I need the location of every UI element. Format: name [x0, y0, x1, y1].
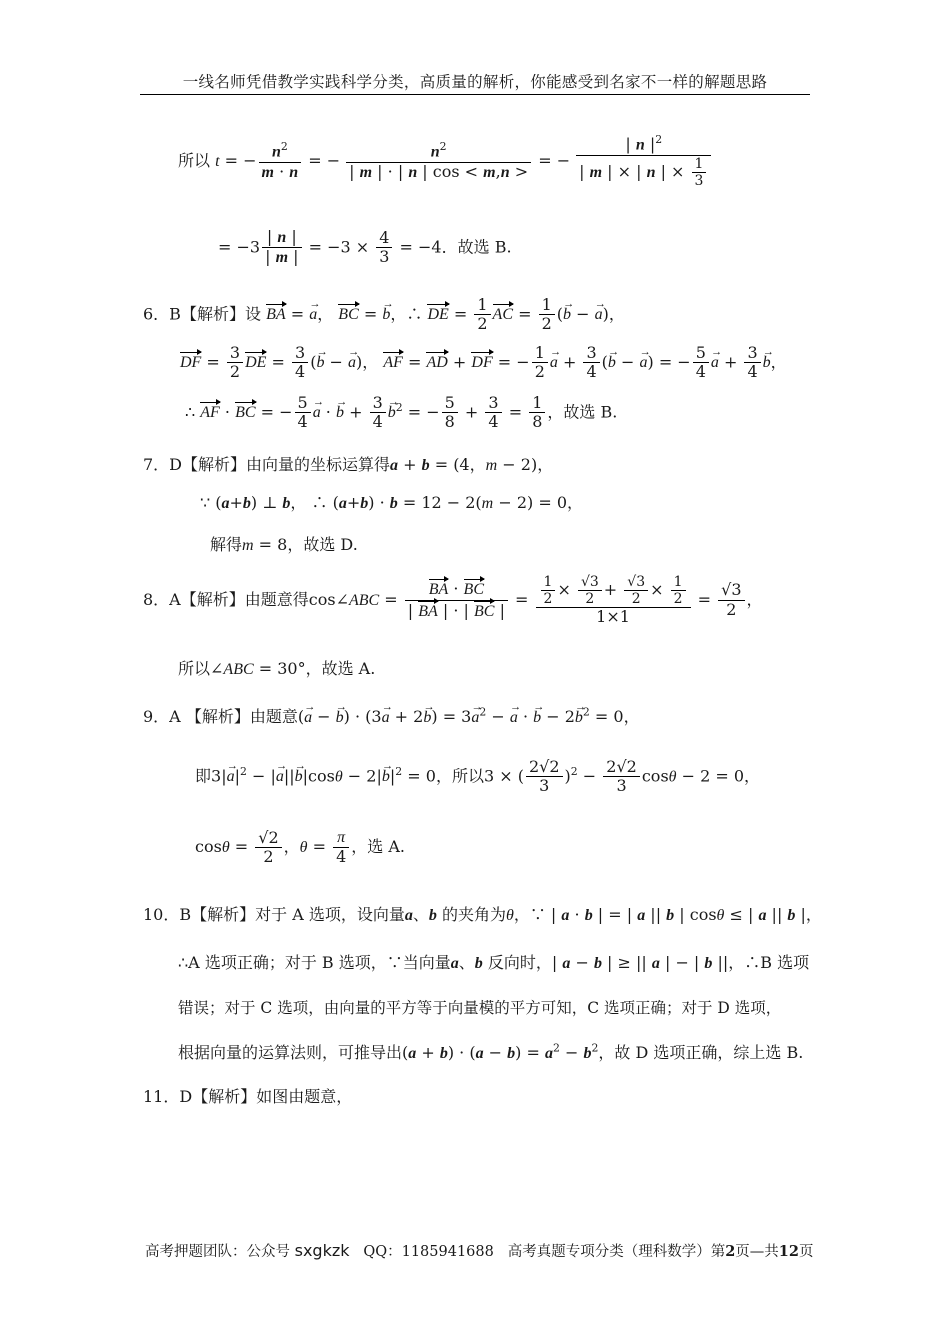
footer-qq: 1185941688	[401, 1244, 494, 1260]
q7-therefore: ∴	[311, 493, 328, 512]
q11-number: 11．D【解析】	[143, 1087, 257, 1106]
q7-line3: 解得m = 8，故选 D.	[210, 535, 358, 554]
footer-account: sxgkzk	[294, 1241, 350, 1260]
q6-line1: 6．B【解析】设 BA = → a， BC = → b，∴ DE = $\frac{1}{2}$ AC = $\frac{1}{2}$ (→ b − → a)，	[143, 296, 625, 334]
q8-line2: 所以∠ABC = 30°，故选 A.	[178, 659, 376, 678]
q10-text-2c: ，∴B 选项	[728, 953, 810, 972]
page-header: 一线名师凭借教学实践科学分类，高质量的解析，你能感受到名家不一样的解题思路	[182, 73, 768, 91]
footer-page-mid: 页—共	[735, 1244, 779, 1260]
footer-series: 高考真题专项分类（理科数学）第	[507, 1244, 726, 1260]
q9-line3: cosθ = $\frac{√2}{2}$ ，θ = $\frac{\pi}{4}$ ，选 A.	[195, 827, 405, 867]
q9-prefix: 即	[195, 766, 212, 786]
footer-total: 12	[778, 1243, 799, 1260]
footer-qq-label: QQ：	[363, 1244, 402, 1260]
q7-line1: 7．D【解析】由向量的坐标运算得a + b = (4，m − 2)，	[143, 455, 554, 474]
header-divider	[140, 94, 810, 95]
q8-text: 由题意得	[244, 589, 309, 609]
footer-page-end: 页	[798, 1244, 814, 1260]
q7-solve: 解得	[210, 535, 243, 554]
q6-line3: ∴ AF · BC = − $\frac{5}{4}$ → a · → b + $\frac{3}{4}$ → $b^2$ = − $\frac{5}{8}$ + $\frac{3}{4}$ = $\frac{1}{8}$ ，故选 B.	[185, 394, 617, 432]
q10-text-4a: 根据向量的运算法则，可推导出	[178, 1043, 403, 1062]
q7-line2: ∵ (a+b) ⊥ b， ∴ (a+b) · b = 12 − 2(m − 2) = 0，	[200, 493, 583, 512]
q7-number: 7．D【解析】	[143, 455, 247, 474]
q5-conclusion: ．故选 B.	[441, 237, 512, 257]
q6-line2: DF = $\frac{3}{2}$ DE = $\frac{3}{4}$ (→ b − → a)， AF = AD + DF = − $\frac{1}{2}$ → a + $\frac{3}{4}$ (→ b − → a) = − $\frac{5}{4}$ → a + $\frac{3}{4}$ → b，	[180, 344, 787, 382]
q6-therefore-1: ∴	[406, 304, 423, 324]
q6-conclusion: ，故选 B.	[547, 402, 618, 422]
footer-team: 高考押题团队：公众号	[145, 1244, 290, 1260]
q9-line2: 即$3|\to a|^2$ − |→ $a||\to b|\cos\theta - 2|\to b|^2 = 0$，所以3 × ( $\frac{2√2}{3}$ )$^2$ − $\frac{2√2}{3}$ cosθ − 2 = 0，	[195, 758, 760, 796]
q8-conclusion: ，故选 A.	[305, 659, 376, 678]
q10-text-4b: ，故 D 选项正确，综上选 B.	[598, 1043, 804, 1062]
page-footer	[145, 1240, 815, 1261]
q10-line1: 10．B【解析】对于 A 选项，设向量a、b 的夹角为θ，∵ | a · b | = | a || b | cosθ ≤ | a || b |，	[143, 905, 822, 924]
q10-line4: 根据向量的运算法则，可推导出$(a + b) \cdot (a - b) = a^2 - b^2$，故 D 选项正确，综上选 B.	[178, 1041, 804, 1062]
q7-conclusion: ，故选 D.	[287, 535, 358, 554]
q8-thus: 所以	[178, 659, 211, 678]
footer-page: 2	[725, 1243, 736, 1260]
q10-text-1: 对于 A 选项，设向量	[255, 905, 405, 924]
q9-text: 由题意	[249, 707, 298, 726]
q8-number: 8．A【解析】	[143, 589, 245, 609]
q5-line2: = −3 $\frac{| n |}{| m |}$ = −3 × $\frac{4}{3}$ = −4．故选 B.	[218, 227, 512, 267]
q10-line3: 错误；对于 C 选项，由向量的平方等于向量模的平方可知，C 选项正确；对于 D 选项，	[178, 999, 782, 1017]
q9-number: 9．A 【解析】	[143, 707, 250, 726]
q7-because: ∵	[200, 493, 211, 512]
q11-text: 如图由题意，	[256, 1087, 353, 1106]
q10-text-1b: 的夹角为	[441, 905, 506, 924]
q10-number: 10．B【解析】	[143, 905, 256, 924]
q9-line1: 9．A 【解析】由题意(→ a − → $b) \cdot (3\to a + 2\to b) = 3\to a^2$ − → a · → $b - 2\to b^2 = 0$，	[143, 704, 640, 727]
q9-conclusion: ，选 A.	[351, 836, 405, 856]
q6-therefore-2: ∴	[185, 402, 196, 422]
q10-text-2a: ∴A 选项正确；对于 B 选项，∵当向量	[178, 953, 451, 972]
q10-text-2b: 反向时，	[487, 953, 552, 972]
q6-set: 设	[244, 304, 261, 324]
q8-line1: 8．A【解析】由题意得cos∠ABC = $\frac{BA \cdot BC}{| BA | \cdot | BC |}$ = $\frac{1}{2}$ × $\frac{√3}{2}$ + $\frac{√3}{2}$ × $\frac{1}{2}$ 1×1 = $\frac{√3}{2}$ ，	[143, 574, 763, 627]
q6-number: 6．B【解析】	[143, 304, 245, 324]
q6-comma: ，	[317, 304, 334, 324]
q5-intro: 所以	[178, 150, 211, 170]
q10-line2: ∴A 选项正确；对于 B 选项，∵当向量a、b 反向时，| a − b | ≥ || a | − | b ||，∴B 选项	[178, 953, 810, 972]
q9-mid: ，所以	[435, 766, 484, 786]
q11-line1	[143, 1084, 352, 1107]
q5-line1: 所以 t = − $\frac{n^2}{m \cdot n}$ = − $\frac{n^2}{| m | \cdot | n | \cos < m,n >}$ = − | n $|^2$ | m | × | n | × $\frac{1}{3}$	[178, 134, 713, 189]
q7-text: 由向量的坐标运算得	[246, 455, 391, 474]
